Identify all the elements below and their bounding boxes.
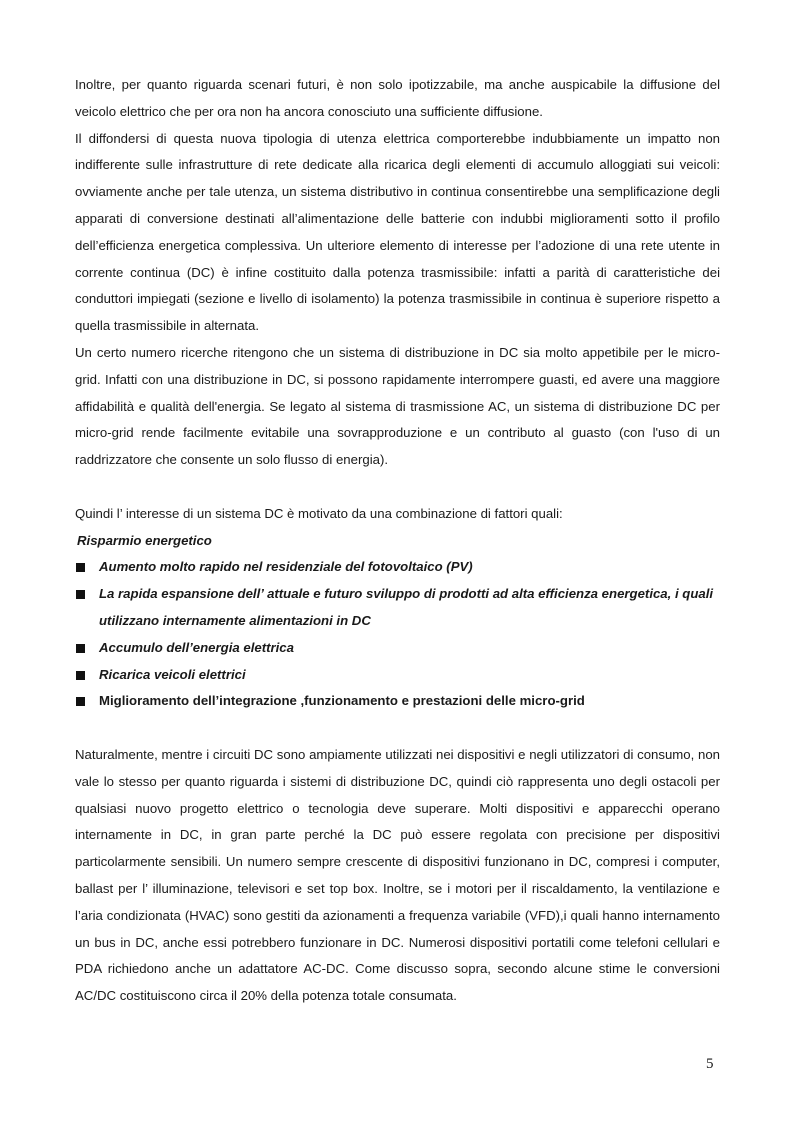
square-bullet-icon bbox=[76, 697, 85, 706]
list-item bbox=[75, 581, 720, 635]
square-bullet-icon bbox=[76, 563, 85, 572]
square-bullet-icon bbox=[76, 590, 85, 599]
list-item-text: Ricarica veicoli elettrici bbox=[99, 666, 246, 682]
paragraph-dc-devices: Naturalmente, mentre i circuiti DC sono ampiamente utilizzati nei dispositivi e negli utilizzatori di consumo, non vale lo stesso per quanto riguarda i sistemi di distribuzione DC, quindi ciò rappresenta uno degli ostacoli per qualsiasi nuovo progetto elettrico o tecnologia deve superare. Molti dispositivi e apparecchi operano internamente in DC, in gran parte perché la DC può essere regolata con precisione per dispositivi particolarmente sensibili. Un numero sempre crescente di dispositivi funzionano in DC, compresi i computer, ballast per l’ illuminazione, televisori e set top box. Inoltre, se i motori per il riscaldamento, la ventilazione e l’aria condizionata (HVAC) sono gestiti da azionamenti a frequenza variabile (VFD),i quali hanno internamento un bus in DC, anche essi potrebbero funzionare in DC. Numerosi dispositivi portatili come telefoni cellulari e PDA richiedono anche un adattatore AC-DC. Come discusso sopra, secondo alcune stime le conversioni AC/DC costituiscono circa il 20% della potenza totale consumata. bbox=[75, 746, 720, 1004]
list-item-text: Miglioramento dell’integrazione ,funzionamento e prestazioni delle micro-grid bbox=[99, 693, 585, 709]
square-bullet-icon bbox=[76, 671, 85, 680]
list-item-text: Accumulo dell’energia elettrica bbox=[99, 639, 294, 655]
square-bullet-icon bbox=[76, 644, 85, 653]
list-item-text: Aumento molto rapido nel residenziale del fotovoltaico (PV) bbox=[99, 559, 473, 575]
list-item bbox=[75, 554, 720, 581]
list-item bbox=[75, 688, 720, 715]
page-number: 5 bbox=[706, 1056, 714, 1072]
list-heading: Risparmio energetico bbox=[77, 532, 212, 548]
paragraph-electric-vehicle: Inoltre, per quanto riguarda scenari futuri, è non solo ipotizzabile, ma anche auspicabile la diffusione del veicolo elettrico che per ora non ha ancora conosciuto una sufficiente diffusione. bbox=[75, 77, 720, 119]
paragraph-infrastructure: Il diffondersi di questa nuova tipologia di utenza elettrica comporterebbe indubbiamente un impatto non indifferente sulle infrastrutture di rete dedicate alla ricarica degli elementi di accumulo alloggiati sui veicoli: ovviamente anche per tale utenza, un sistema distributivo in continua consentirebbe una semplificazione degli apparati di conversione destinati all’alimentazione delle batterie con indubbi miglioramenti sotto il profilo dell’efficienza energetica complessiva. Un ulteriore elemento di interesse per l’adozione di una rete utente in corrente continua (DC) è infine costituito dalla potenza trasmissibile: infatti a parità di caratteristiche dei conduttori impiegati (sezione e livello di isolamento) la potenza trasmissibile in continua è superiore rispetto a quella trasmissibile in alternata. bbox=[75, 130, 720, 334]
list-intro: Quindi l’ interesse di un sistema DC è motivato da una combinazione di fattori quali: bbox=[75, 505, 563, 521]
factor-list bbox=[75, 554, 720, 715]
paragraph-spacer bbox=[75, 715, 720, 742]
list-item-text: La rapida espansione dell’ attuale e futuro sviluppo di prodotti ad alta efficienza energetica, i quali utilizzano internamente alimentazioni in DC bbox=[99, 586, 714, 628]
paragraph-microgrid: Un certo numero ricerche ritengono che un sistema di distribuzione in DC sia molto appetibile per le micro-grid. Infatti con una distribuzione in DC, si possono rapidamente interrompere guasti, ed avere una maggiore affidabilità e qualità dell'energia. Se legato al sistema di trasmissione AC, un sistema di distribuzione DC per micro-grid rende facilmente evitabile una sovrapproduzione e un contributo al guasto (con l'uso di un raddrizzatore che consente un solo flusso di energia). bbox=[75, 344, 720, 468]
list-item bbox=[75, 635, 720, 662]
list-item bbox=[75, 662, 720, 689]
document-body bbox=[75, 72, 720, 1010]
paragraph-spacer bbox=[75, 474, 720, 501]
